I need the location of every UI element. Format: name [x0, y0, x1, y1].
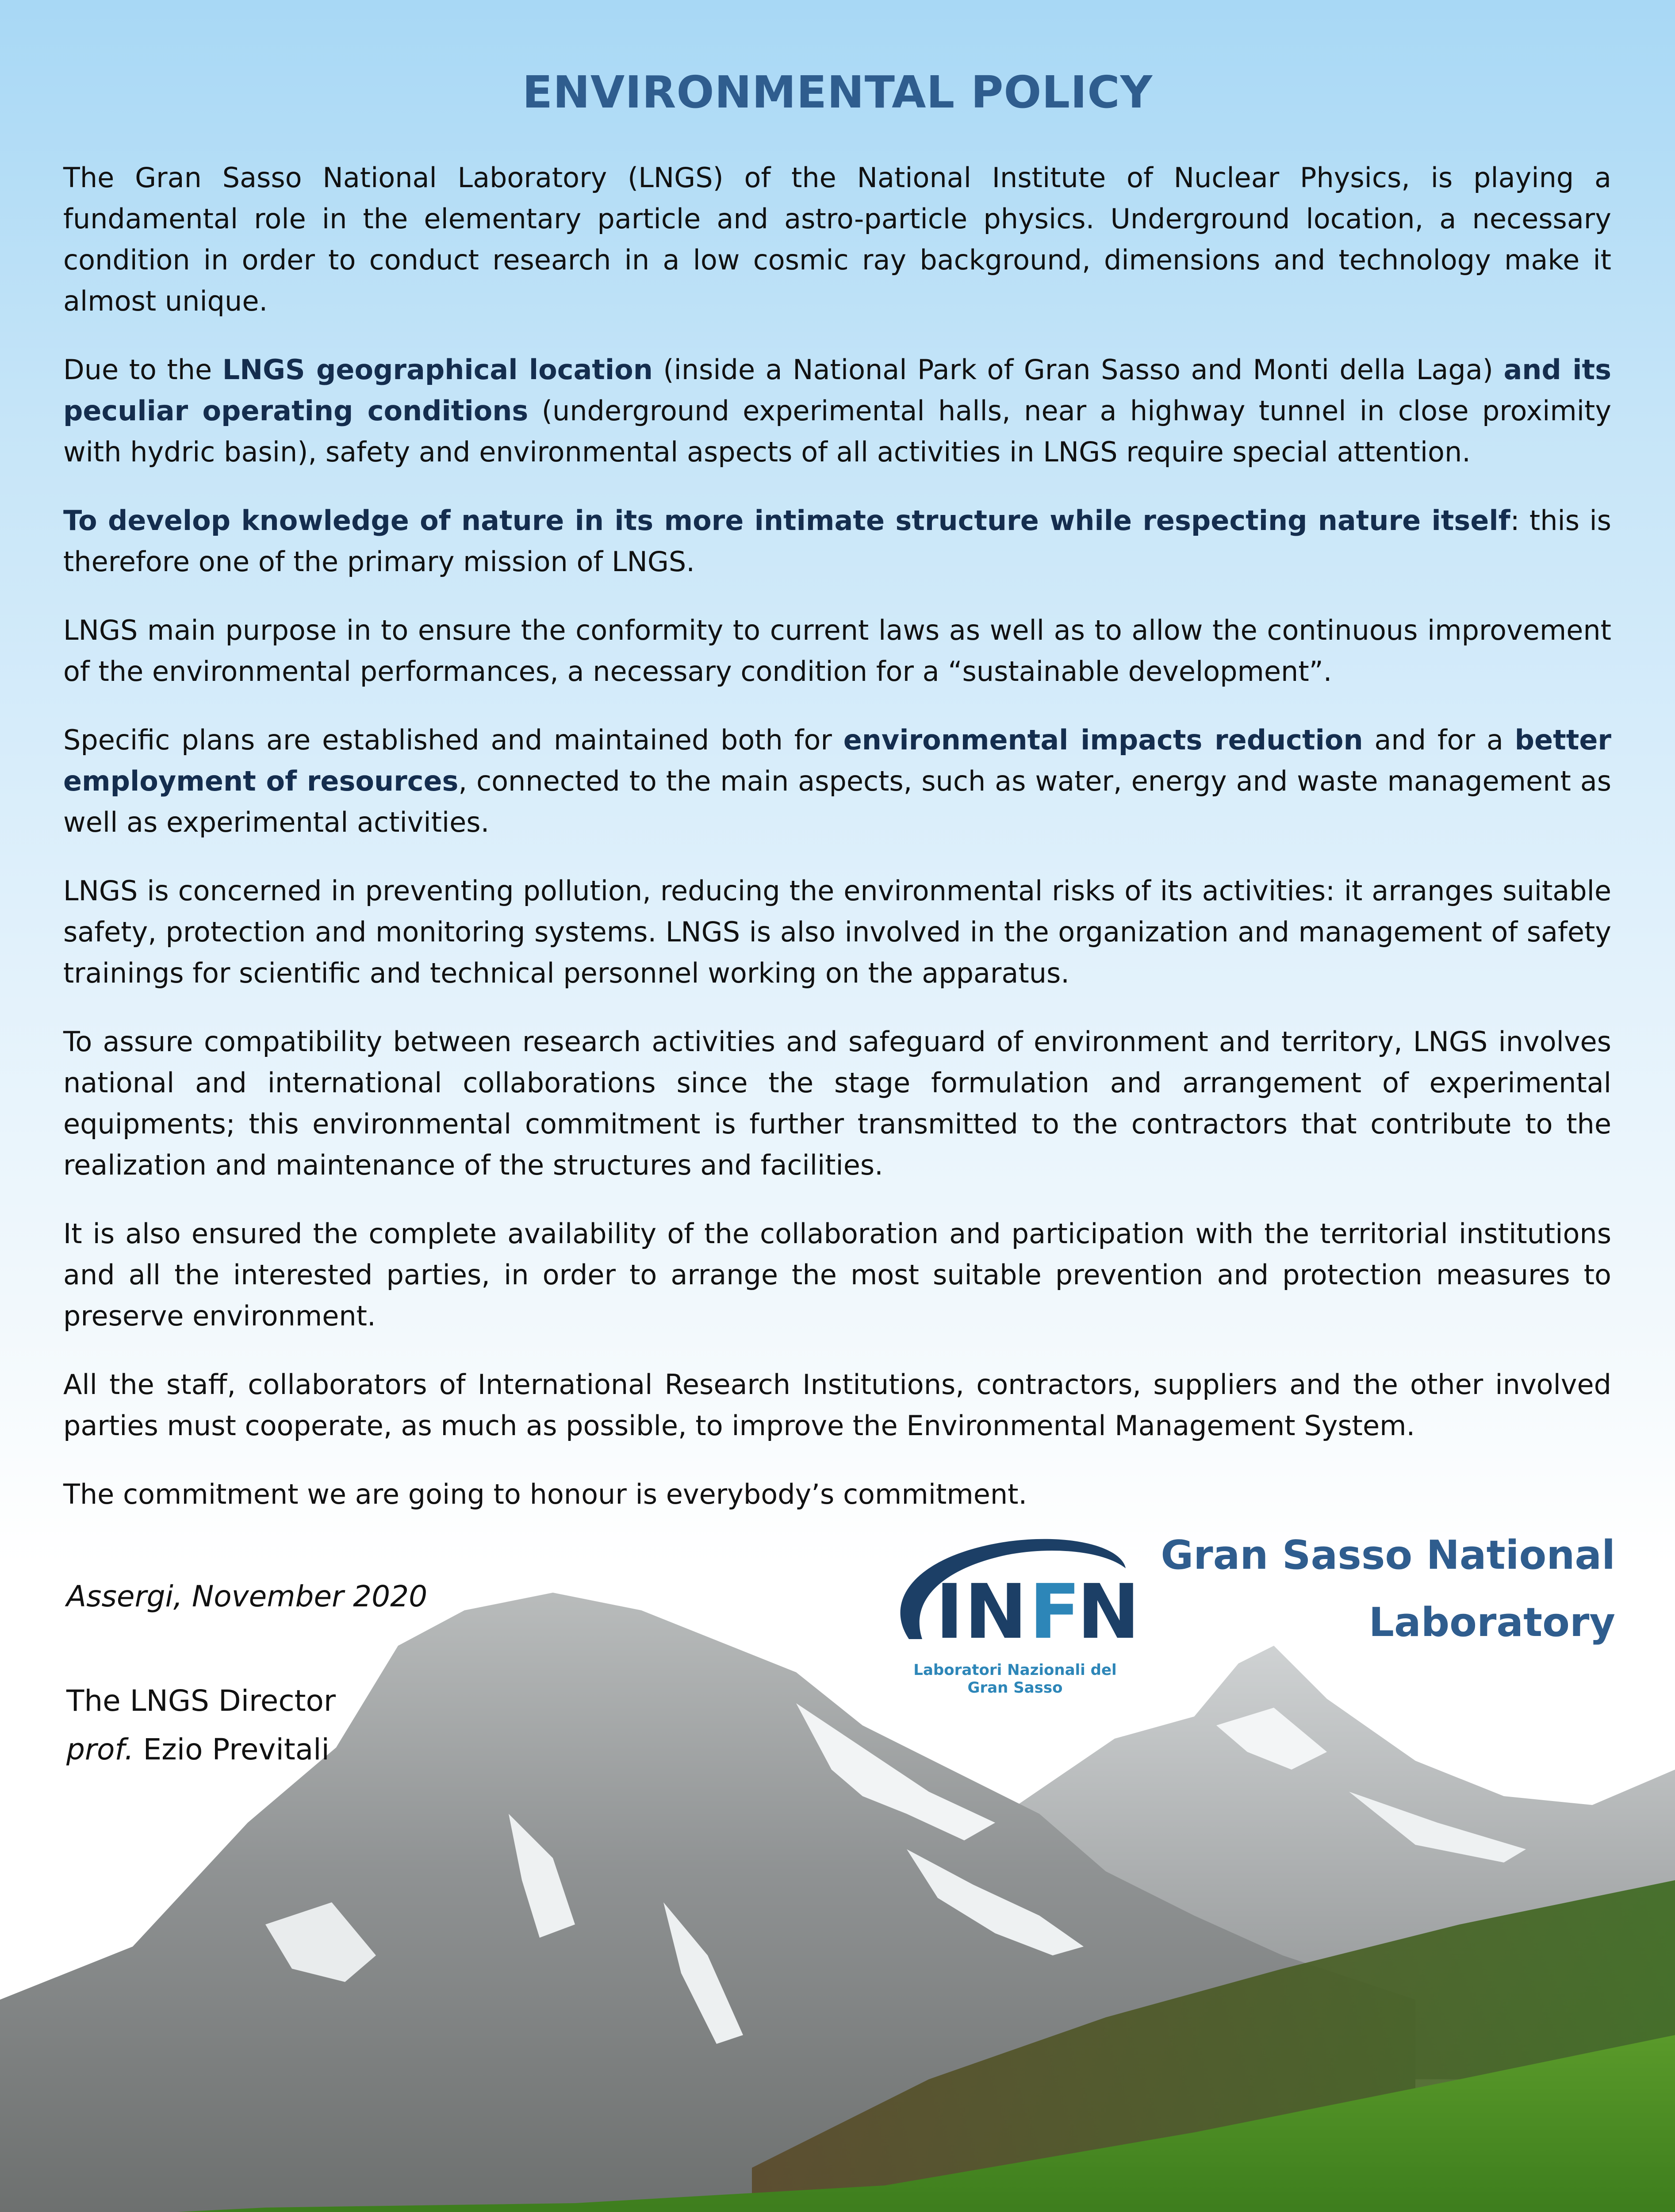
bold-phrase: environmental impacts reduction — [843, 724, 1363, 756]
text-run: The Gran Sasso National Laboratory (LNGS) of the National Institute of Nuclear Physics, is playing a fundamental role in the elementary particle and astro-particle physics. Underground location, a necessary condition in order to conduct research in a low cosmic ray background, dimensions and technology make it almost unique. — [63, 161, 1611, 317]
logo-mark-f: F — [1029, 1568, 1082, 1656]
policy-paragraph — [63, 349, 1611, 472]
signature-role: The LNGS Director — [66, 1684, 336, 1718]
page-title: ENVIRONMENTAL POLICY — [522, 66, 1153, 118]
place-date: Assergi, November 2020 — [66, 1579, 428, 1613]
text-run: : this is therefore one of the primary mission of LNGS. — [63, 504, 1611, 578]
lab-name — [1129, 1522, 1615, 1656]
text-run: LNGS main purpose in to ensure the conformity to current laws as well as to allow the continuous improvement of the environmental performances, a necessary condition for a “sustainable development”. — [63, 614, 1611, 687]
policy-paragraph — [63, 1021, 1611, 1186]
policy-paragraph — [63, 1213, 1611, 1336]
policy-body — [63, 157, 1611, 1542]
text-run: , connected to the main aspects, such as water, energy and waste management as well as experimental activities. — [63, 765, 1611, 838]
text-run: Specific plans are established and maintained both for — [63, 724, 843, 756]
logo-mark-left: IN — [935, 1568, 1028, 1656]
text-run: (inside a National Park of Gran Sasso and Monti della Laga) — [652, 353, 1504, 386]
text-run: and for a — [1363, 724, 1515, 756]
text-run: Due to the — [63, 353, 222, 386]
signature-title: prof. — [66, 1732, 134, 1767]
logo-mark-right: N — [1077, 1568, 1141, 1656]
lab-name-line2: Laboratory — [1368, 1599, 1615, 1646]
logo-wordmark — [882, 1528, 1141, 1656]
bold-phrase: LNGS geographical location — [222, 353, 653, 386]
text-run: To assure compatibility between research activities and safeguard of environment and territory, LNGS involves national and international collaborations since the stage formulation and arrangement of experimental equipments; this environmental commitment is further transmitted to the contractors that contribute to the realization and maintenance of the structures and facilities. — [63, 1025, 1611, 1181]
logo-subtitle: Laboratori Nazionali del Gran Sasso — [913, 1661, 1117, 1697]
policy-paragraph — [63, 1474, 1611, 1515]
text-run: (underground experimental halls, near a highway tunnel in close proximity with hydric basin), safety and environmental aspects of all activities in LNGS require special attention. — [63, 395, 1612, 468]
text-run: All the staff, collaborators of International Research Institutions, contractors, suppliers and the other involved parties must cooperate, as much as possible, to improve the Environmental Management System. — [63, 1368, 1611, 1442]
policy-paragraph — [63, 870, 1611, 994]
signature-name-line — [66, 1725, 336, 1774]
infn-logo — [882, 1528, 1143, 1697]
policy-paragraph — [63, 610, 1611, 692]
bold-phrase: better employment of resources — [63, 724, 1611, 797]
text-run: The commitment we are going to honour is everybody’s commitment. — [63, 1478, 1027, 1510]
policy-paragraph — [63, 1364, 1611, 1446]
text-run: LNGS is concerned in preventing pollution, reducing the environmental risks of its activities: it arranges suitable safety, protection and monitoring systems. LNGS is also involved in the organization and management of safety trainings for scientific and technical personnel working on the apparatus. — [63, 875, 1611, 989]
signature-name: Ezio Previtali — [143, 1732, 330, 1767]
signature-block — [66, 1677, 336, 1774]
policy-paragraph — [63, 719, 1611, 843]
policy-paragraph — [63, 157, 1611, 322]
text-run: It is also ensured the complete availability of the collaboration and participation with the territorial institutions and all the interested parties, in order to arrange the most suitable prevention and protection measures to preserve environment. — [63, 1217, 1611, 1332]
policy-paragraph — [63, 500, 1611, 582]
lab-name-line1: Gran Sasso National — [1161, 1532, 1615, 1578]
bold-phrase: and its peculiar operating conditions — [63, 353, 1611, 427]
bold-phrase: To develop knowledge of nature in its more intimate structure while respecting nature itself — [63, 504, 1510, 537]
